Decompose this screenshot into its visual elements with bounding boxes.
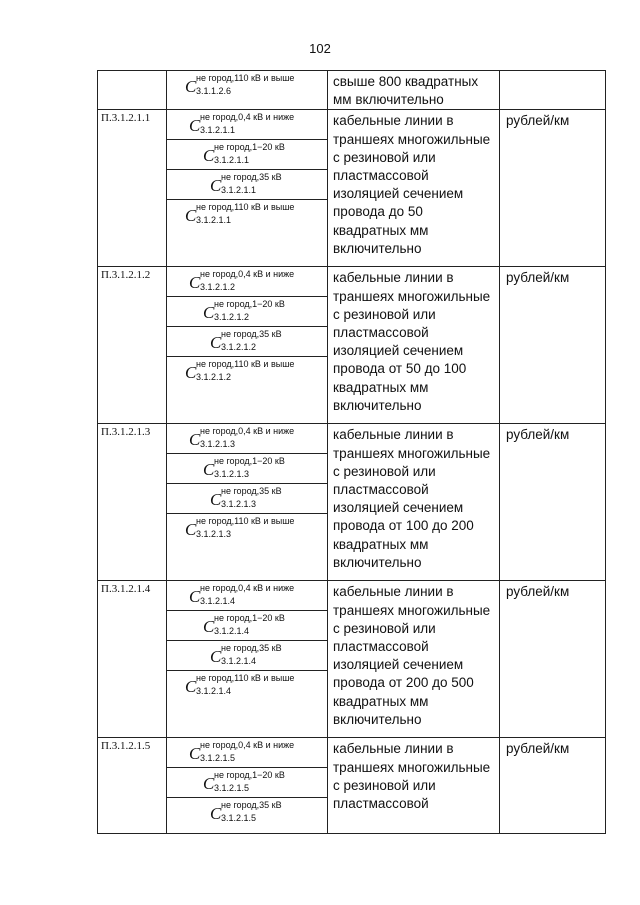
- row-code: П.3.1.2.1.2: [98, 267, 167, 424]
- rate-subscript: 3.1.2.1.2: [200, 282, 236, 293]
- row-description: кабельные линии в траншеях многожильные с резиновой или пластмассовой изоляцией сечением провода от 100 до 200 квадратных мм включительно: [328, 424, 500, 581]
- rate-subscript: 3.1.2.1.3: [214, 469, 250, 480]
- rate-subscript: 3.1.2.1.2: [221, 342, 257, 353]
- rate-subscript: 3.1.2.1.5: [221, 813, 257, 824]
- formula-box: [167, 267, 327, 297]
- rate-subscript: 3.1.1.2.6: [196, 86, 232, 96]
- rate-symbol: C: [185, 363, 197, 383]
- row-code: П.3.1.2.1.5: [98, 738, 167, 834]
- formula-box: [167, 327, 327, 357]
- rate-superscript: не город,0,4 кВ и ниже: [200, 426, 295, 437]
- tariff-table: [97, 70, 606, 834]
- table-row: [98, 267, 606, 424]
- row-unit: рублей/км: [500, 110, 606, 267]
- rate-superscript: не город,35 кВ: [221, 800, 282, 811]
- rate-symbol: C: [210, 333, 222, 353]
- formula-box: [167, 581, 327, 611]
- formula-cell: [167, 267, 328, 424]
- rate-subscript: 3.1.2.1.3: [196, 529, 232, 540]
- table-row: [98, 581, 606, 738]
- rate-superscript: не город,1−20 кВ: [214, 770, 285, 781]
- rate-superscript: не город,1−20 кВ: [214, 299, 285, 310]
- rate-superscript: не город,35 кВ: [221, 486, 282, 497]
- rate-superscript: не город,110 кВ и выше: [196, 673, 295, 684]
- rate-subscript: 3.1.2.1.1: [196, 215, 232, 226]
- formula-box: [167, 110, 327, 140]
- rate-symbol: C: [210, 490, 222, 510]
- rate-subscript: 3.1.2.1.4: [196, 686, 232, 697]
- rate-symbol: C: [189, 273, 201, 293]
- row-description: кабельные линии в траншеях многожильные с резиновой или пластмассовой изоляцией сечением провода до 50 квадратных мм включительно: [328, 110, 500, 267]
- formula-cell: [167, 581, 328, 738]
- row-description: кабельные линии в траншеях многожильные с резиновой или пластмассовой изоляцией сечением провода от 200 до 500 квадратных мм включительно: [328, 581, 500, 738]
- rate-symbol: C: [203, 460, 215, 480]
- formula-cell: [167, 424, 328, 581]
- formula-box: [167, 71, 327, 105]
- rate-symbol: C: [189, 430, 201, 450]
- rate-symbol: C: [185, 77, 197, 96]
- rate-superscript: не город,0,4 кВ и ниже: [200, 112, 295, 123]
- rate-superscript: не город,0,4 кВ и ниже: [200, 269, 295, 280]
- rate-superscript: не город,110 кВ и выше: [196, 359, 295, 370]
- rate-symbol: C: [210, 647, 222, 667]
- row-unit: рублей/км: [500, 267, 606, 424]
- rate-subscript: 3.1.2.1.5: [200, 753, 236, 764]
- formula-box: [167, 768, 327, 798]
- row-description: кабельные линии в траншеях многожильные с резиновой или пластмассовой: [328, 738, 500, 834]
- rate-symbol: C: [203, 303, 215, 323]
- rate-symbol: C: [210, 804, 222, 824]
- row-unit: [500, 71, 606, 110]
- rate-symbol: C: [185, 677, 197, 697]
- page-number: 102: [309, 41, 331, 56]
- rate-subscript: 3.1.2.1.1: [214, 155, 250, 166]
- rate-symbol: C: [210, 176, 222, 196]
- rate-superscript: не город,1−20 кВ: [214, 613, 285, 624]
- rate-superscript: не город,110 кВ и выше: [196, 73, 295, 83]
- rate-superscript: не город,110 кВ и выше: [196, 516, 295, 527]
- row-code: П.3.1.2.1.1: [98, 110, 167, 267]
- rate-subscript: 3.1.2.1.2: [196, 372, 232, 383]
- table-row: [98, 71, 606, 110]
- formula-box: [167, 140, 327, 170]
- formula-box: [167, 611, 327, 641]
- rate-subscript: 3.1.2.1.5: [214, 783, 250, 794]
- rate-subscript: 3.1.2.1.1: [200, 125, 236, 136]
- row-code: [98, 71, 167, 110]
- rate-superscript: не город,1−20 кВ: [214, 142, 285, 153]
- formula-cell: [167, 738, 328, 834]
- rate-symbol: C: [203, 774, 215, 794]
- row-unit: рублей/км: [500, 424, 606, 581]
- rate-superscript: не город,0,4 кВ и ниже: [200, 583, 295, 594]
- formula-box: [167, 170, 327, 200]
- rate-superscript: не город,1−20 кВ: [214, 456, 285, 467]
- formula-cell: [167, 71, 328, 110]
- rate-subscript: 3.1.2.1.2: [214, 312, 250, 323]
- rate-subscript: 3.1.2.1.1: [221, 185, 257, 196]
- formula-box: [167, 514, 327, 580]
- table-row: [98, 110, 606, 267]
- rate-symbol: C: [189, 587, 201, 607]
- formula-box: [167, 200, 327, 266]
- rate-symbol: C: [189, 744, 201, 764]
- rate-symbol: C: [203, 146, 215, 166]
- formula-box: [167, 357, 327, 423]
- row-description: свыше 800 квадратных мм включительно: [328, 71, 500, 110]
- row-unit: рублей/км: [500, 581, 606, 738]
- rate-symbol: C: [185, 206, 197, 226]
- formula-box: [167, 671, 327, 737]
- rate-subscript: 3.1.2.1.4: [214, 626, 250, 637]
- table-row: [98, 424, 606, 581]
- row-code: П.3.1.2.1.4: [98, 581, 167, 738]
- rate-superscript: не город,35 кВ: [221, 643, 282, 654]
- rate-symbol: C: [189, 116, 201, 136]
- formula-box: [167, 454, 327, 484]
- rate-superscript: не город,0,4 кВ и ниже: [200, 740, 295, 751]
- formula-box: [167, 738, 327, 768]
- row-unit: рублей/км: [500, 738, 606, 834]
- row-description: кабельные линии в траншеях многожильные с резиновой или пластмассовой изоляцией сечением провода от 50 до 100 квадратных мм включительно: [328, 267, 500, 424]
- rate-symbol: C: [185, 520, 197, 540]
- rate-superscript: не город,35 кВ: [221, 172, 282, 183]
- formula-box: [167, 641, 327, 671]
- formula-cell: [167, 110, 328, 267]
- formula-box: [167, 424, 327, 454]
- rate-subscript: 3.1.2.1.3: [200, 439, 236, 450]
- rate-subscript: 3.1.2.1.4: [221, 656, 257, 667]
- rate-subscript: 3.1.2.1.4: [200, 596, 236, 607]
- formula-box: [167, 484, 327, 514]
- formula-box: [167, 798, 327, 828]
- row-code: П.3.1.2.1.3: [98, 424, 167, 581]
- rate-superscript: не город,110 кВ и выше: [196, 202, 295, 213]
- rate-superscript: не город,35 кВ: [221, 329, 282, 340]
- formula-box: [167, 297, 327, 327]
- rate-subscript: 3.1.2.1.3: [221, 499, 257, 510]
- rate-symbol: C: [203, 617, 215, 637]
- table-row: [98, 738, 606, 834]
